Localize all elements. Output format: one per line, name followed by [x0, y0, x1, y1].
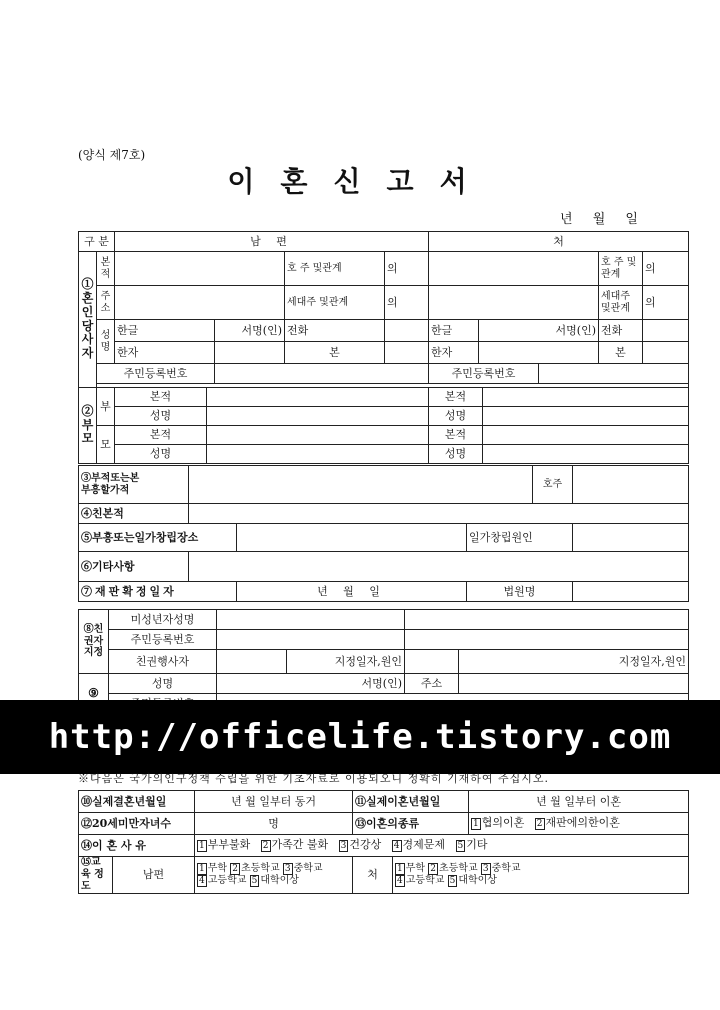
- minor-name-label: 미성년자성명: [109, 610, 217, 630]
- husband-address[interactable]: [115, 286, 285, 320]
- row13-options: [469, 813, 689, 835]
- row15-wife-label: 처: [353, 857, 393, 894]
- husband-phone[interactable]: [385, 320, 429, 342]
- hanja-label: 한자: [115, 342, 215, 364]
- husband-father-bonjeok[interactable]: [207, 388, 429, 407]
- sedaeju-label-2: 세대주 및관계: [599, 286, 643, 320]
- row11-label: ⑪실제이혼년월일: [353, 791, 469, 813]
- husband-father-name[interactable]: [207, 407, 429, 426]
- guardian-label: 친권행사자: [109, 650, 217, 674]
- mother-label: 모: [97, 426, 115, 464]
- option-14-1: 부부불화: [207, 838, 251, 851]
- ui-label-4: 의: [643, 286, 689, 320]
- section1-label: ① 혼인당사자: [79, 252, 97, 388]
- hoju-rel-label: 호 주 및관계: [285, 252, 385, 286]
- checkbox-14-1[interactable]: 1: [199, 841, 205, 851]
- mother-bonjeok-label: 본적: [115, 426, 207, 445]
- checkbox-14-3[interactable]: 3: [340, 841, 347, 851]
- statistics-note: ※다음은 국가의인구정책 수립을 위한 기초자료로 이용되오니 정확히 기재하여 주십시오.: [78, 772, 550, 785]
- checkbox-13-2[interactable]: 2: [536, 819, 543, 829]
- option-14-2: 가족간 불화: [271, 838, 329, 851]
- father-label: 부: [97, 388, 115, 426]
- checkbox-14-2[interactable]: 2: [262, 841, 269, 851]
- bonjeok-label: 본적: [97, 252, 115, 286]
- minor-name-value-2[interactable]: [405, 610, 689, 630]
- hanja-label-2: 한자: [429, 342, 479, 364]
- mother-name-label: 성명: [115, 445, 207, 464]
- row12-value[interactable]: 명: [195, 813, 353, 835]
- row15-husband-options: 1 무학 2 초등학교 3 중학교 4 고등학교 5 대학이상: [195, 857, 353, 894]
- mother-bonjeok-label-2: 본적: [429, 426, 483, 445]
- ilga-value[interactable]: [573, 524, 689, 552]
- sections-8-9-table: [78, 609, 689, 714]
- section6-value[interactable]: [189, 552, 689, 582]
- banner-url: http://officelife.tistory.com: [48, 717, 672, 757]
- section9-label: ⑨: [79, 674, 109, 714]
- hangeul-label: 한글: [115, 320, 215, 342]
- wife-father-name[interactable]: [483, 407, 689, 426]
- minor-rrn-label: 주민등록번호: [109, 630, 217, 650]
- option-13-1: 협의이혼: [481, 816, 525, 829]
- minor-rrn-value[interactable]: [217, 630, 405, 650]
- sections-3-7-table: [78, 465, 689, 602]
- page-title: 이혼신고서: [227, 165, 493, 198]
- statistics-table: [78, 790, 689, 894]
- minor-rrn-value-2[interactable]: [405, 630, 689, 650]
- row15-wife-options: 1 무학 2 초등학교 3 중학교 4 고등학교 5 대학이상: [393, 857, 689, 894]
- hangeul-label-2: 한글: [429, 320, 479, 342]
- husband-bon[interactable]: [385, 342, 429, 364]
- sign-label: 서명(인): [215, 320, 285, 342]
- wife-father-bonjeok[interactable]: [483, 388, 689, 407]
- husband-rrn[interactable]: [215, 364, 429, 384]
- wife-rrn[interactable]: [539, 364, 689, 384]
- ui-label-2: 의: [643, 252, 689, 286]
- header-wife: 처: [429, 232, 689, 252]
- sign-label-2: 서명(인): [479, 320, 599, 342]
- father-name-label-2: 성명: [429, 407, 483, 426]
- row10-label: ⑩실제결혼년월일: [79, 791, 195, 813]
- section3-label: ③부적또는본 부흥할가적: [79, 466, 189, 504]
- bon-label: 본: [285, 342, 385, 364]
- name-label: 성명: [97, 320, 115, 364]
- court-value[interactable]: [573, 582, 689, 602]
- court-label: 법원명: [467, 582, 573, 602]
- husband-mother-name[interactable]: [207, 445, 429, 464]
- addr9-value[interactable]: [459, 674, 689, 694]
- ui-label: 의: [385, 252, 429, 286]
- section4-value[interactable]: [189, 504, 689, 524]
- section2-label: ② 부모: [79, 388, 97, 464]
- designate-label: 지정일자,원인: [287, 650, 405, 674]
- rrn-label-2: 주민등록번호: [429, 364, 539, 384]
- option-14-3: 건강상: [349, 838, 382, 851]
- checkbox-14-5[interactable]: 5: [457, 841, 464, 851]
- row14-options: [195, 835, 689, 857]
- husband-bonjeok[interactable]: [115, 252, 285, 286]
- father-bonjeok-label-2: 본적: [429, 388, 483, 407]
- section5-value[interactable]: [237, 524, 467, 552]
- row11-value[interactable]: 년 월 일부터 이혼: [469, 791, 689, 813]
- option-13-2: 재판에의한이혼: [545, 816, 620, 829]
- option-14-4: 경제문제: [402, 838, 446, 851]
- row15-husband-label: 남편: [113, 857, 195, 894]
- husband-mother-bonjeok[interactable]: [207, 426, 429, 445]
- row10-value[interactable]: 년 월 일부터 동거: [195, 791, 353, 813]
- wife-phone[interactable]: [643, 320, 689, 342]
- juso-label: 주소: [97, 286, 115, 320]
- report-date: 년 월 일: [560, 212, 646, 227]
- watermark-banner: [0, 700, 720, 774]
- section4-label: ④친본적: [79, 504, 189, 524]
- rrn-label: 주민등록번호: [97, 364, 215, 384]
- section3-hoju-value[interactable]: [573, 466, 689, 504]
- father-bonjeok-label: 본적: [115, 388, 207, 407]
- wife-mother-name[interactable]: [483, 445, 689, 464]
- phone-label-2: 전화: [599, 320, 643, 342]
- checkbox-13-1[interactable]: 1: [473, 819, 479, 829]
- section8-label: ⑧친권자지정: [79, 610, 109, 674]
- checkbox-14-4[interactable]: 4: [393, 841, 400, 851]
- row12-label: ⑫20세미만자녀수: [79, 813, 195, 835]
- row14-label: ⑭이 혼 사 유: [79, 835, 195, 857]
- wife-mother-bonjeok[interactable]: [483, 426, 689, 445]
- hoju-rel-label-2: 호 주 및관계: [599, 252, 643, 286]
- name9-label: 성명: [109, 674, 217, 694]
- sedaeju-label: 세대주 및관계: [285, 286, 385, 320]
- section5-label: ⑤부흥또는일가창립장소: [79, 524, 237, 552]
- section7-label: ⑦재판확정일자: [79, 582, 237, 602]
- bon-label-2: 본: [599, 342, 643, 364]
- sign9-label: 서명(인): [217, 674, 405, 694]
- mother-name-label-2: 성명: [429, 445, 483, 464]
- wife-address[interactable]: [429, 286, 599, 320]
- section7-date[interactable]: 년 월 일: [237, 582, 467, 602]
- section3-value[interactable]: [189, 466, 533, 504]
- section6-label: ⑥기타사항: [79, 552, 189, 582]
- minor-name-value[interactable]: [217, 610, 405, 630]
- row15-label: ⑮교 육 정 도: [79, 857, 113, 894]
- designate-label-2: 지정일자,원인: [459, 650, 689, 674]
- addr9-label: 주소: [405, 674, 459, 694]
- option-14-5: 기타: [466, 838, 488, 851]
- main-form-table: [78, 231, 689, 388]
- phone-label: 전화: [285, 320, 385, 342]
- header-husband: 남 편: [115, 232, 429, 252]
- hoju-label: 호주: [533, 466, 573, 504]
- wife-bon[interactable]: [643, 342, 689, 364]
- father-name-label: 성명: [115, 407, 207, 426]
- form-id: (양식 제7호): [78, 148, 146, 162]
- parents-table: [78, 387, 689, 464]
- ilga-label: 일가창립원인: [467, 524, 573, 552]
- header-gubun: 구 분: [79, 232, 115, 252]
- row13-label: ⑬이혼의종류: [353, 813, 469, 835]
- wife-bonjeok[interactable]: [429, 252, 599, 286]
- ui-label-3: 의: [385, 286, 429, 320]
